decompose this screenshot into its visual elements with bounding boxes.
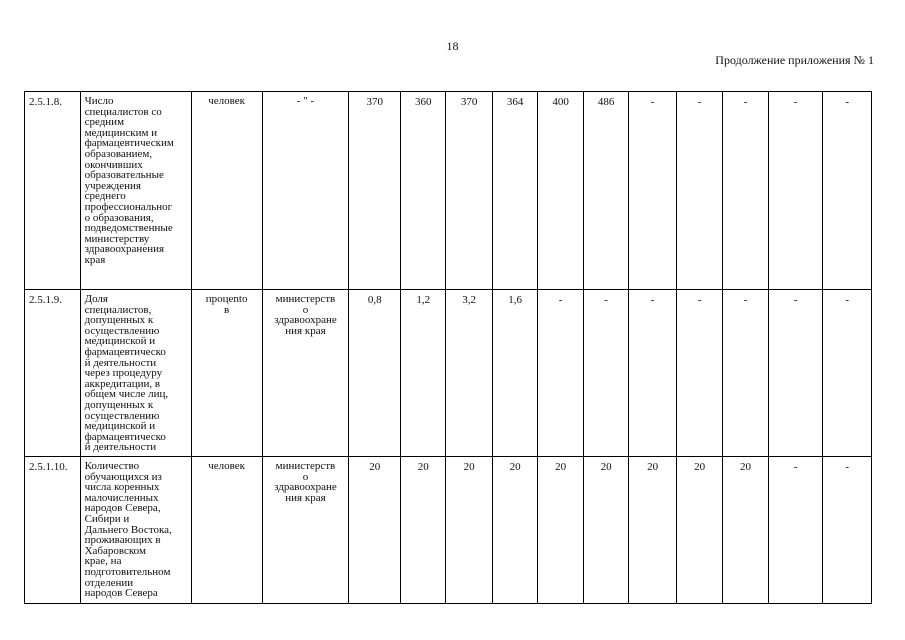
indicator-name-line: края [84, 253, 106, 266]
responsible-line: здравоохране [274, 314, 337, 327]
indicator-name-line: фармацевтическим [84, 137, 174, 150]
indicator-name-line: о образования, [84, 211, 154, 224]
indicator-name-line: й деятельности [84, 441, 157, 454]
indicator-name-line: учреждения [84, 179, 141, 192]
indicator-name-line: отделении [84, 576, 134, 589]
value-cell: 20 [676, 457, 722, 604]
responsible-line: здравоохране [274, 481, 337, 494]
indicators-table [24, 91, 872, 604]
unit-cell [191, 92, 262, 290]
value-cell: 370 [349, 92, 401, 290]
indicator-name-line: подготовительном [84, 565, 171, 578]
page-number: 18 [446, 39, 459, 53]
unit-line: человек [208, 460, 245, 472]
value-cell: 486 [583, 92, 628, 290]
value-cell: 1,2 [400, 290, 445, 457]
value-cell: - [583, 290, 628, 457]
responsible-line: ния края [285, 324, 326, 337]
value-cell: 1,6 [492, 290, 537, 457]
indicator-name-line: осуществлению [84, 409, 160, 422]
table-row [25, 290, 872, 457]
indicator-name-line: крае, на [84, 555, 122, 568]
value-cell: 360 [400, 92, 445, 290]
unit-cell [191, 290, 262, 457]
value-cell: 400 [538, 92, 583, 290]
table-body [25, 92, 872, 604]
responsible-line: ния края [285, 491, 326, 504]
indicator-name-line: среднего [84, 190, 126, 203]
table-row [25, 92, 872, 290]
value-cell: 370 [446, 92, 492, 290]
indicator-name-line: осуществлению [84, 324, 160, 337]
indicator-code: 2.5.1.10. [25, 457, 81, 604]
responsible-line: о [302, 303, 309, 316]
indicator-name-line: образованием, [84, 147, 153, 160]
indicator-name-line: общем числе лиц, [84, 388, 169, 401]
responsible-cell [262, 92, 349, 290]
indicator-name-line: народов Севера [84, 587, 158, 600]
indicator-name-line: допущенных к [84, 314, 154, 327]
indicator-name [80, 290, 191, 457]
responsible-line: министерств [275, 460, 336, 472]
indicator-code: 2.5.1.8. [25, 92, 81, 290]
value-cell: 20 [349, 457, 401, 604]
indicator-name-line: аккредитации, в [84, 377, 161, 390]
indicator-name-line: медицинским и [84, 126, 158, 139]
indicator-name-line: здравоохранения [84, 243, 165, 256]
unit-cell [191, 457, 262, 604]
indicator-name-line: профессиональног [84, 200, 173, 213]
indicator-name-line: медицинской и [84, 335, 156, 348]
responsible-cell [262, 457, 349, 604]
unit-line: в [224, 303, 230, 316]
value-cell: 364 [492, 92, 537, 290]
indicator-name-line: специалистов со [84, 105, 162, 118]
table-row [25, 457, 872, 604]
value-cell: - [768, 290, 823, 457]
indicator-name-line: числа коренных [84, 481, 160, 494]
indicator-name-line: специалистов, [84, 303, 152, 316]
value-cell: - [823, 290, 872, 457]
value-cell: 0,8 [349, 290, 401, 457]
value-cell: - [723, 290, 768, 457]
indicator-name-line: Доля [84, 293, 108, 305]
unit-line: процento [205, 293, 248, 305]
value-cell: - [823, 457, 872, 604]
indicator-name-line: через процедуру [84, 367, 163, 380]
indicator-name-line: Количество [84, 460, 140, 472]
indicator-name-line: народов Севера, [84, 502, 161, 515]
indicator-name-line: Хабаровском [84, 544, 146, 557]
responsible-cell [262, 290, 349, 457]
continuation-note: Продолжение приложения № 1 [715, 53, 874, 67]
indicator-name-line: фармацевтическо [84, 345, 166, 358]
indicator-name-line: проживающих в [84, 534, 161, 547]
indicator-name-line: средним [84, 116, 125, 129]
indicator-name-line: фармацевтическо [84, 430, 166, 443]
indicator-name-line: образовательные [84, 169, 164, 182]
value-cell: 3,2 [446, 290, 492, 457]
value-cell: - [538, 290, 583, 457]
value-cell: 20 [723, 457, 768, 604]
value-cell: - [768, 457, 823, 604]
value-cell: - [676, 290, 722, 457]
value-cell: 20 [492, 457, 537, 604]
indicator-name-line: окончивших [84, 158, 143, 171]
unit-line: человек [208, 95, 245, 107]
value-cell: - [768, 92, 823, 290]
indicator-name-line: министерству [84, 232, 150, 245]
indicator-name-line: допущенных к [84, 398, 154, 411]
indicator-name-line: малочисленных [84, 491, 159, 504]
indicator-name-line: медицинской и [84, 420, 156, 433]
indicator-name-line: Число [84, 95, 114, 107]
value-cell: - [676, 92, 722, 290]
responsible-line: министерств [275, 293, 336, 305]
value-cell: - [629, 92, 677, 290]
responsible-line: о [302, 470, 309, 483]
value-cell: 20 [538, 457, 583, 604]
indicator-name [80, 457, 191, 604]
indicator-name-line: Сибири и [84, 512, 130, 525]
indicator-name-line: й деятельности [84, 356, 157, 369]
indicator-name-line: подведомственные [84, 222, 173, 235]
responsible-line: - " - [296, 95, 315, 107]
value-cell: 20 [400, 457, 445, 604]
value-cell: 20 [629, 457, 677, 604]
value-cell: - [823, 92, 872, 290]
value-cell: - [723, 92, 768, 290]
indicator-name-line: Дальнего Востока, [84, 523, 172, 536]
indicator-code: 2.5.1.9. [25, 290, 81, 457]
indicator-name-line: обучающихся из [84, 470, 162, 483]
value-cell: - [629, 290, 677, 457]
value-cell: 20 [446, 457, 492, 604]
value-cell: 20 [583, 457, 628, 604]
indicator-name [80, 92, 191, 290]
